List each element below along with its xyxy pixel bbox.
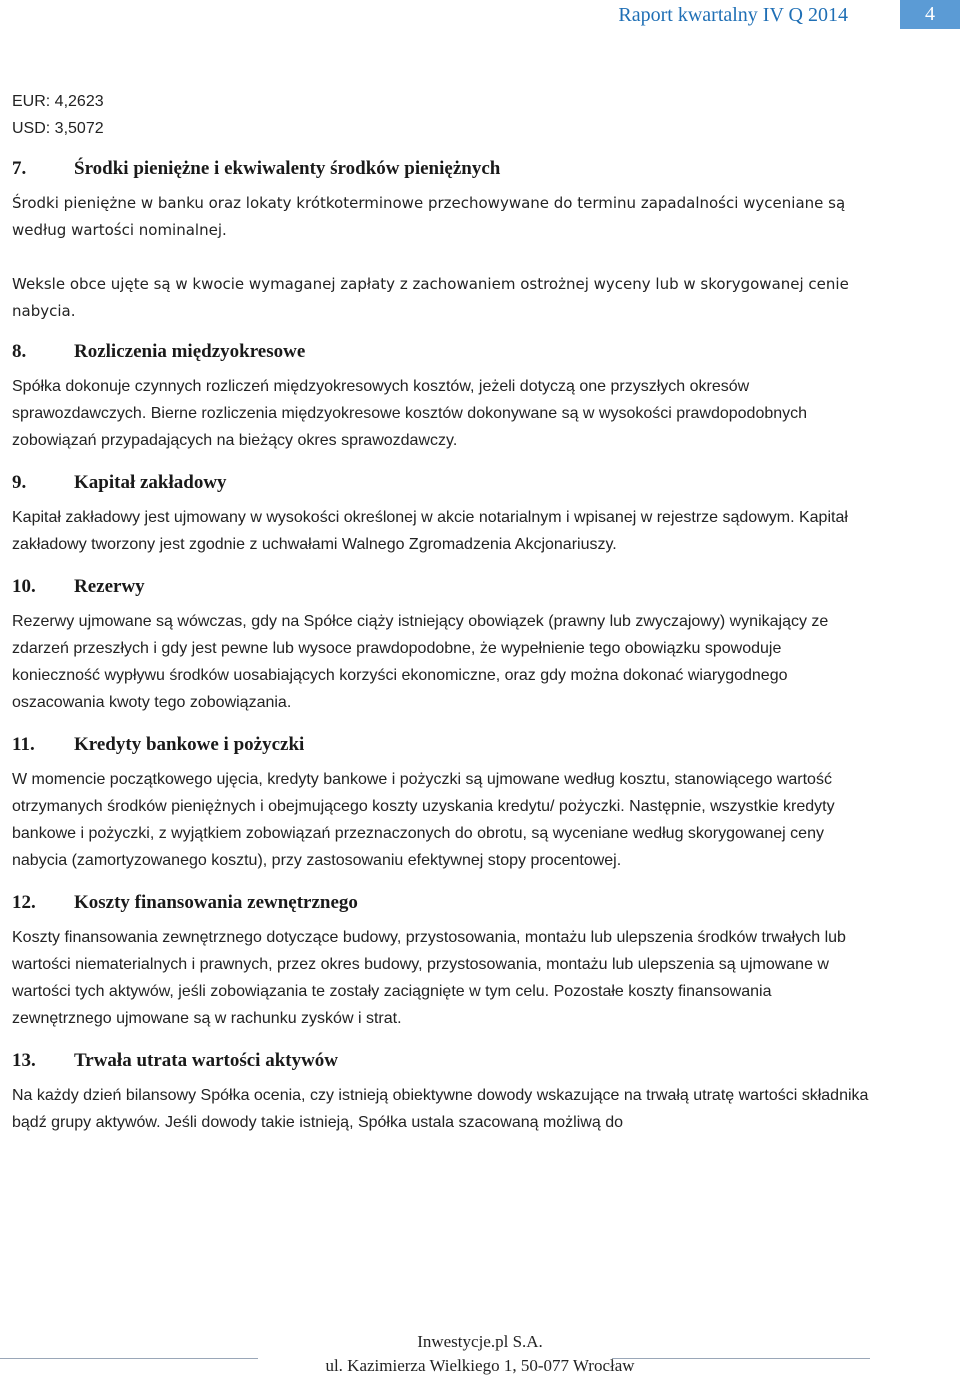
eur-rate: EUR: 4,2623 — [12, 93, 104, 110]
section-number: 11. — [12, 734, 35, 755]
section-8-paragraph-1: Spółka dokonuje czynnych rozliczeń międzyokresowych kosztów, jeżeli dotyczą one przyszłych okresów sprawozdawczych. Bierne rozliczenia międzyokresowe kosztów dokonywane są w wysokości prawdopodobnych zobowiązań przypadających na bieżący okres sprawozdawczy. — [12, 378, 808, 449]
section-title: Trwała utrata wartości aktywów — [74, 1050, 339, 1071]
page-number-badge: 4 — [900, 0, 960, 29]
footer-address: ul. Kazimierza Wielkiego 1, 50-077 Wrocław — [325, 1356, 635, 1375]
section-number: 8. — [12, 341, 27, 362]
section-10-paragraph-1: Rezerwy ujmowane są wówczas, gdy na Spółce ciąży istniejący obowiązek (prawny lub zwyczajowy) wynikający ze zdarzeń przeszłych i gdy jest pewne lub wysoce prawdopodobne, że wypełnienie tego obowiązku spowoduje konieczność wypływu środków uosabiających korzyści ekonomiczne, oraz gdy można dokonać wiarygodnego oszacowania kwoty tego zobowiązania. — [12, 613, 829, 711]
section-title: Kredyty bankowe i pożyczki — [74, 734, 305, 755]
section-13-heading — [12, 1050, 872, 1072]
section-13-paragraph-1: Na każdy dzień bilansowy Spółka ocenia, czy istnieją obiektywne dowody wskazujące na trwałą utratę wartości składnika bądź grupy aktywów. Jeśli dowody takie istnieją, Spółka ustala szacowaną możliwą do — [12, 1087, 869, 1131]
section-title: Kapitał zakładowy — [74, 472, 227, 493]
section-8-heading — [12, 341, 872, 363]
section-12-heading — [12, 892, 872, 914]
section-9-heading — [12, 472, 872, 494]
report-title: Raport kwartalny IV Q 2014 — [618, 4, 848, 26]
usd-rate: USD: 3,5072 — [12, 120, 104, 137]
section-title: Środki pieniężne i ekwiwalenty środków pieniężnych — [74, 158, 501, 179]
page-header — [0, 0, 960, 30]
section-number: 12. — [12, 892, 36, 913]
section-11-paragraph-1: W momencie początkowego ujęcia, kredyty bankowe i pożyczki są ujmowane według kosztu, stanowiącego wartość otrzymanych środków pieniężnych i obejmującego koszty uzyskania kredytu/ pożyczki. Następnie, wszystkie kredyty bankowe i pożyczki, z wyjątkiem zobowiązań przeznaczonych do obrotu, są wyceniane według skorygowanej ceny nabycia (zamortyzowanego kosztu), przy zastosowaniu efektywnej stopy procentowej. — [12, 771, 835, 869]
page-footer — [0, 1330, 960, 1378]
section-12-paragraph-1: Koszty finansowania zewnętrznego dotyczące budowy, przystosowania, montażu lub ulepszenia środków trwałych lub wartości niematerialnych i prawnych, przez okres budowy, przystosowania, montażu lub ulepszenia są ujmowane w wartości tych aktywów, jeśli zobowiązania te zostały zaciągnięte w tym celu. Pozostałe koszty finansowania zewnętrznego ujmowane są w rachunku zysków i strat. — [12, 929, 846, 1027]
document-body — [12, 88, 872, 1136]
section-title: Rezerwy — [74, 576, 145, 597]
section-number: 13. — [12, 1050, 36, 1071]
footer-company: Inwestycje.pl S.A. — [417, 1332, 543, 1351]
section-number: 10. — [12, 576, 36, 597]
section-11-heading — [12, 734, 872, 756]
section-title: Koszty finansowania zewnętrznego — [74, 892, 358, 913]
section-7-paragraph-1: Środki pieniężne w banku oraz lokaty krótkoterminowe przechowywane do terminu zapadalności wyceniane są według wartości nominalnej. — [12, 194, 846, 239]
section-number: 7. — [12, 158, 27, 179]
section-9-paragraph-1: Kapitał zakładowy jest ujmowany w wysokości określonej w akcie notarialnym i wpisanej w rejestrze sądowym. Kapitał zakładowy tworzony jest zgodnie z uchwałami Walnego Zgromadzenia Akcjonariuszy. — [12, 509, 848, 553]
section-number: 9. — [12, 472, 27, 493]
section-7-heading — [12, 158, 872, 180]
section-7-paragraph-2: Weksle obce ujęte są w kwocie wymaganej zapłaty z zachowaniem ostrożnej wyceny lub w skorygowanej cenie nabycia. — [12, 275, 849, 320]
section-title: Rozliczenia międzyokresowe — [74, 341, 306, 362]
section-10-heading — [12, 576, 872, 598]
